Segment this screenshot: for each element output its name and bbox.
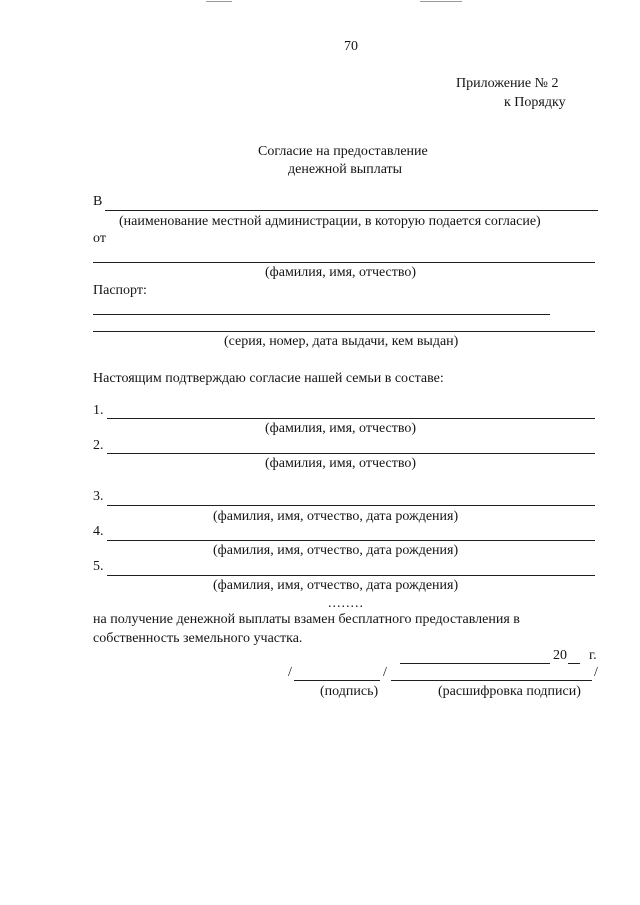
signature-field[interactable] [294,680,380,681]
member-5-field[interactable] [107,575,595,576]
member-1-field[interactable] [107,418,595,419]
appendix-line-2: к Порядку [504,95,566,110]
year-prefix: 20 [553,648,567,663]
member-5-number: 5. [93,559,104,574]
applicant-caption: (фамилия, имя, отчество) [265,265,417,280]
member-3-caption: (фамилия, имя, отчество, дата рождения) [213,509,459,524]
purpose-line-1: на получение денежной выплаты взамен бесплатного предоставления в [93,612,520,627]
scan-artifact-left [206,1,232,2]
signature-slash-1: / [288,665,292,680]
signature-slash-3: / [594,665,598,680]
member-3-field[interactable] [107,505,595,506]
signature-transcript-field[interactable] [391,680,592,681]
passport-field-line-2[interactable] [93,331,595,332]
year-field[interactable] [568,663,580,664]
document-title-line-1: Согласие на предоставление [258,144,428,159]
signature-caption: (подпись) [320,684,379,699]
page-number: 70 [344,39,358,54]
administration-caption: (наименование местной администрации, в которую подается согласие) [119,214,541,229]
from-prefix: от [93,231,106,246]
appendix-line-1: Приложение № 2 [456,76,559,91]
signature-slash-2: / [383,665,387,680]
member-4-field[interactable] [107,540,595,541]
administration-name-field[interactable] [105,210,598,211]
member-1-number: 1. [93,403,104,418]
date-field[interactable] [400,663,550,664]
year-suffix: г. [589,648,597,663]
signature-transcript-caption: (расшифровка подписи) [438,684,581,699]
family-intro: Настоящим подтверждаю согласие нашей семьи в составе: [93,371,444,386]
passport-field-line-1[interactable] [93,314,550,315]
to-prefix: В [93,194,103,209]
member-2-field[interactable] [107,453,595,454]
scan-artifact-right [420,1,462,2]
applicant-name-field[interactable] [93,262,595,263]
continuation-ellipsis: ........ [328,596,364,611]
member-4-number: 4. [93,524,104,539]
passport-label: Паспорт: [93,283,147,298]
member-3-number: 3. [93,489,104,504]
document-title-line-2: денежной выплаты [288,162,403,177]
passport-caption: (серия, номер, дата выдачи, кем выдан) [224,334,459,349]
member-2-caption: (фамилия, имя, отчество) [265,456,417,471]
purpose-line-2: собственность земельного участка. [93,631,303,646]
member-2-number: 2. [93,438,104,453]
member-4-caption: (фамилия, имя, отчество, дата рождения) [213,543,459,558]
member-1-caption: (фамилия, имя, отчество) [265,421,417,436]
member-5-caption: (фамилия, имя, отчество, дата рождения) [213,578,459,593]
